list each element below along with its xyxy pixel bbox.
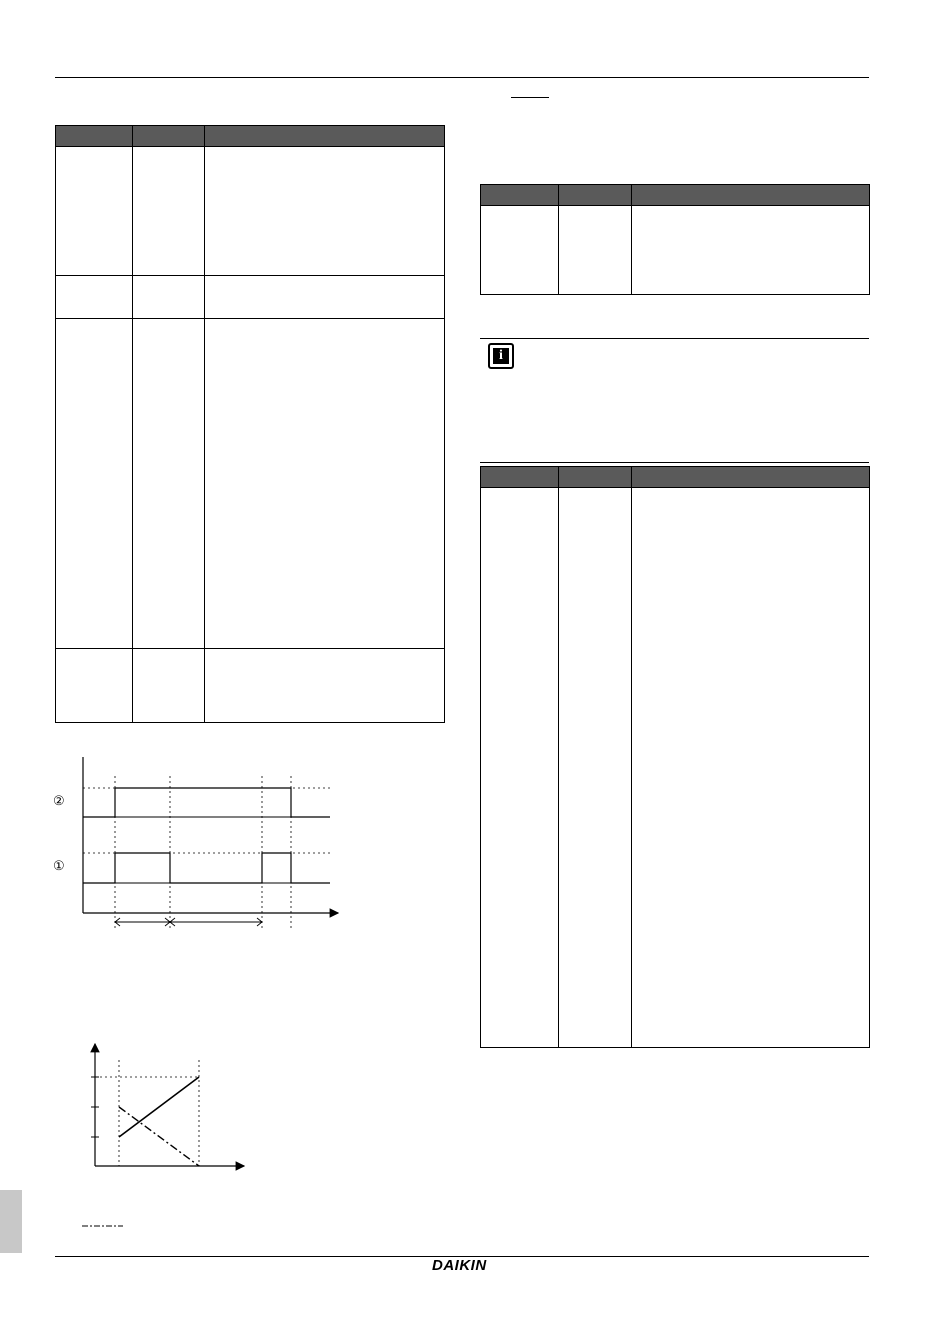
side-tab bbox=[0, 1190, 22, 1253]
timing-marker-2: ② bbox=[53, 793, 65, 808]
linear-solid-line bbox=[119, 1077, 199, 1137]
timing-marker-1: ① bbox=[53, 858, 65, 873]
info-icon-glyph: i bbox=[493, 348, 509, 364]
linear-axes bbox=[95, 1044, 244, 1166]
linear-dotted-guides bbox=[95, 1060, 199, 1166]
linear-dashdot-line bbox=[119, 1107, 199, 1166]
footer-logo: DAIKIN bbox=[432, 1257, 487, 1274]
